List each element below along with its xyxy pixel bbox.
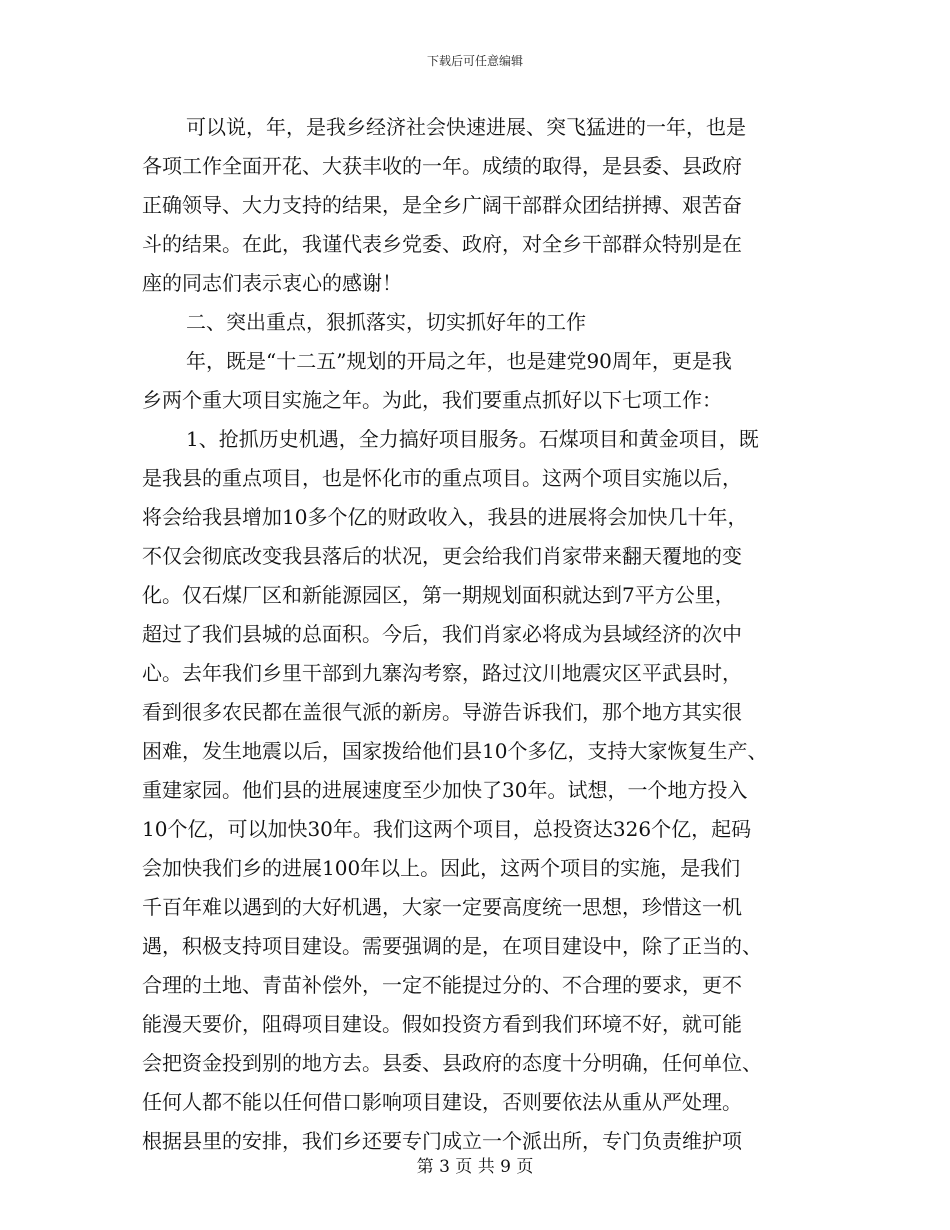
body-line: 能漫天要价，阻碍项目建设。假如投资方看到我们环境不好，就可能 (142, 1012, 742, 1036)
body-line: 会把资金投到别的地方去。县委、县政府的态度十分明确，任何单位、 (142, 1051, 762, 1075)
body-line: 不仅会彻底改变我县落后的状况，更会给我们肖家带来翻天覆地的变 (142, 544, 742, 568)
body-line: 心。去年我们乡里干部到九寨沟考察，路过汶川地震灾区平武县时， (142, 661, 742, 685)
body-line: 乡两个重大项目实施之年。为此，我们要重点抓好以下七项工作： (142, 388, 722, 412)
body-line: 正确领导、大力支持的结果，是全乡广阔干部群众团结拼搏、艰苦奋 (142, 193, 742, 217)
body-line: 是我县的重点项目，也是怀化市的重点项目。这两个项目实施以后， (142, 466, 742, 490)
body-line: 座的同志们表示衷心的感谢！ (142, 271, 402, 295)
page-number: 第 3 页 共 9 页 (416, 1157, 534, 1177)
body-line: 将会给我县增加10多个亿的财政收入，我县的进展将会加快几十年， (142, 505, 748, 529)
body-line: 看到很多农民都在盖很气派的新房。导游告诉我们，那个地方其实很 (142, 700, 742, 724)
body-line: 1、抢抓历史机遇，全力搞好项目服务。石煤项目和黄金项目，既 (186, 427, 759, 451)
body-line: 遇，积极支持项目建设。需要强调的是，在项目建设中，除了正当的、 (142, 934, 762, 958)
body-line: 会加快我们乡的进展100年以上。因此，这两个项目的实施，是我们 (142, 856, 741, 880)
body-line: 根据县里的安排，我们乡还要专门成立一个派出所，专门负责维护项 (142, 1129, 742, 1153)
section-heading: 二、突出重点，狠抓落实，切实抓好年的工作 (186, 310, 586, 334)
body-line: 困难，发生地震以后，国家拨给他们县10个多亿，支持大家恢复生产、 (142, 739, 768, 763)
body-line: 任何人都不能以任何借口影响项目建设，否则要依法从重从严处理。 (142, 1090, 742, 1114)
body-line: 化。仅石煤厂区和新能源园区，第一期规划面积就达到7平方公里， (142, 583, 735, 607)
body-line: 可以说，年，是我乡经济社会快速进展、突飞猛进的一年，也是 (186, 115, 746, 139)
body-line: 斗的结果。在此，我谨代表乡党委、政府，对全乡干部群众特别是在 (142, 232, 742, 256)
body-line: 重建家园。他们县的进展速度至少加快了30年。试想，一个地方投入 (142, 778, 748, 802)
body-line: 各项工作全面开花、大获丰收的一年。成绩的取得，是县委、县政府 (142, 154, 742, 178)
document-body (142, 108, 810, 1161)
body-line: 合理的土地、青苗补偿外，一定不能提过分的、不合理的要求，更不 (142, 973, 742, 997)
header-note: 下载后可任意编辑 (426, 54, 523, 68)
body-line: 千百年难以遇到的大好机遇，大家一定要高度统一思想，珍惜这一机 (142, 895, 742, 919)
body-line: 超过了我们县城的总面积。今后，我们肖家必将成为县域经济的次中 (142, 622, 742, 646)
body-line: 年，既是“十二五”规划的开局之年，也是建党90周年，更是我 (186, 349, 732, 373)
body-line: 10个亿，可以加快30年。我们这两个项目，总投资达326个亿，起码 (142, 817, 752, 841)
